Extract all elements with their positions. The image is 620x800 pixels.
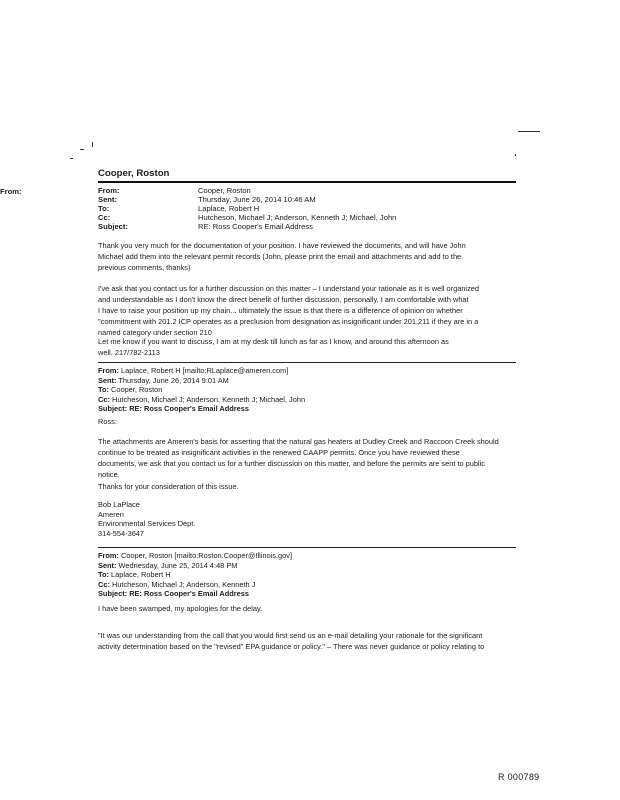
body-line: I've ask that you contact us for a further discussion on this matter – I understand your rationale as it is well organized [98,284,479,293]
quoted-from-label: From: [98,551,119,560]
body-line: continue to be treated as insignificant activities in the renewed CAAPP permits. Once you have reviewed these [98,448,460,457]
body-line: Let me know if you want to discuss, I am at my desk till lunch as far as I know, and around this afternoon as [98,337,449,346]
scan-mark [80,149,84,150]
scan-mark [518,131,540,132]
body-line: documents, we ask that you contact us for a further discussion on this matter, and before the permits are sent to public [98,459,485,468]
quoted-sent-value: Thursday, June 26, 2014 9:01 AM [118,375,229,385]
scan-mark [70,158,73,159]
signature-dept: Environmental Services Dept. [98,519,196,529]
quoted-from-label: From: [98,366,119,375]
scan-mark [92,142,93,147]
body-paragraph-2 [98,283,518,338]
body-line: Michael add them into the relevant permit records (John, please print the email and attachments and add to the [98,252,462,261]
body-line: well. 217/782-2113 [98,348,160,357]
quoted-cc-value: Hutcheson, Michael J; Anderson, Kenneth J; Michael, John [111,394,306,404]
header-label-from: From: [98,186,120,195]
signature-name: Bob LaPlace [98,500,140,509]
quoted-subject-value: RE: Ross Cooper's Email Address [129,404,249,414]
quote-separator-1 [98,362,516,363]
quoted-subject-value: RE: Ross Cooper's Email Address [129,589,249,599]
quoted-header-2 [98,551,292,599]
quoted-to-label: To: [98,570,109,580]
signature-block [98,500,518,538]
header-label-sent: Sent: [98,195,117,204]
quoted-to-value: Cooper, Roston [111,385,163,395]
body-line: and understandable as I don't know the direct benefit of further discussion, personally, I am comfortable with what [98,295,469,304]
quoted-to-label: To: [98,385,109,395]
quoted-cc-label: Cc: [98,394,110,404]
quoted-cc-value: Hutcheson, Michael J; Anderson, Kenneth J [111,579,256,589]
body-line: The attachments are Ameren's basis for asserting that the natural gas heaters at Dudley Creek and Raccoon Creek should [98,437,499,446]
body-line: "commitment with 201.2 ICP operates as a preclusion from designation as insignificant under 201.211 if they are in a [98,317,479,326]
body-paragraph-3 [98,336,518,358]
header-value-subject: RE: Ross Cooper's Email Address [198,222,313,231]
quoted-sent-label: Sent: [98,375,117,385]
quoted-cc-label: Cc: [98,579,110,589]
body-paragraph-1 [98,240,518,273]
signature-company: Ameren [98,509,124,519]
body-line: previous comments, thanks) [98,263,191,272]
quote-separator-2 [98,547,516,548]
quoted-subject-label: Subject: [98,589,128,599]
quoted-2-body [98,630,518,652]
header-label-to: To: [98,204,110,213]
quoted-from-value: Laplace, Robert H [mailto:RLaplace@ameren.com] [121,366,289,375]
header-from [0,187,22,197]
quoted-sent-label: Sent: [98,560,117,570]
body-line: activity determination based on the "revised" EPA guidance or policy." – There was never guidance or policy relating to [98,642,485,651]
header-label-subject: Subject: [98,222,128,231]
body-line: I have been swamped, my apologies for the delay. [98,604,263,613]
sender-underline [98,181,516,183]
body-line: "It was our understanding from the call that you would first send us an e-mail detailing your rationale for the significant [98,631,483,640]
quoted-2-line-1 [98,603,518,614]
header-label-cc: Cc: [98,213,111,222]
quoted-to-value: Laplace, Robert H [111,570,171,580]
body-line: notice. [98,470,120,479]
thanks-line: Thanks for your consideration of this issue. [98,482,239,491]
quoted-greeting [98,416,518,427]
header-value-cc: Hutcheson, Michael J; Anderson, Kenneth J; Michael, John [198,213,397,222]
body-line: I have to raise your position up my chain... ultimately the issue is that there is a difference of opinion on whether [98,306,463,315]
header-value-from: Cooper, Roston [198,186,251,195]
header-value-to: Laplace, Robert H [198,204,260,213]
greeting-line: Ross: [98,417,117,426]
quoted-subject-label: Subject: [98,404,128,414]
header-label: From: [0,187,22,196]
bates-number: R 000789 [498,772,540,782]
quoted-body-1 [98,436,518,480]
quoted-sent-value: Wednesday, June 25, 2014 4:48 PM [118,560,238,570]
body-line: named category under section 210 [98,328,212,337]
signature-phone: 314-554-3647 [98,528,145,538]
quoted-from-value: Cooper, Roston [mailto:Roston.Cooper@Illinois.gov] [121,551,293,560]
scan-mark [515,154,516,156]
sender-name: Cooper, Roston [98,168,170,179]
header-value-sent: Thursday, June 26, 2014 10:46 AM [198,195,316,204]
quoted-thanks [98,481,518,492]
body-line: Thank you very much for the documentation of your position. I have reviewed the documents, and will have John [98,241,466,250]
quoted-header-1 [98,366,305,414]
